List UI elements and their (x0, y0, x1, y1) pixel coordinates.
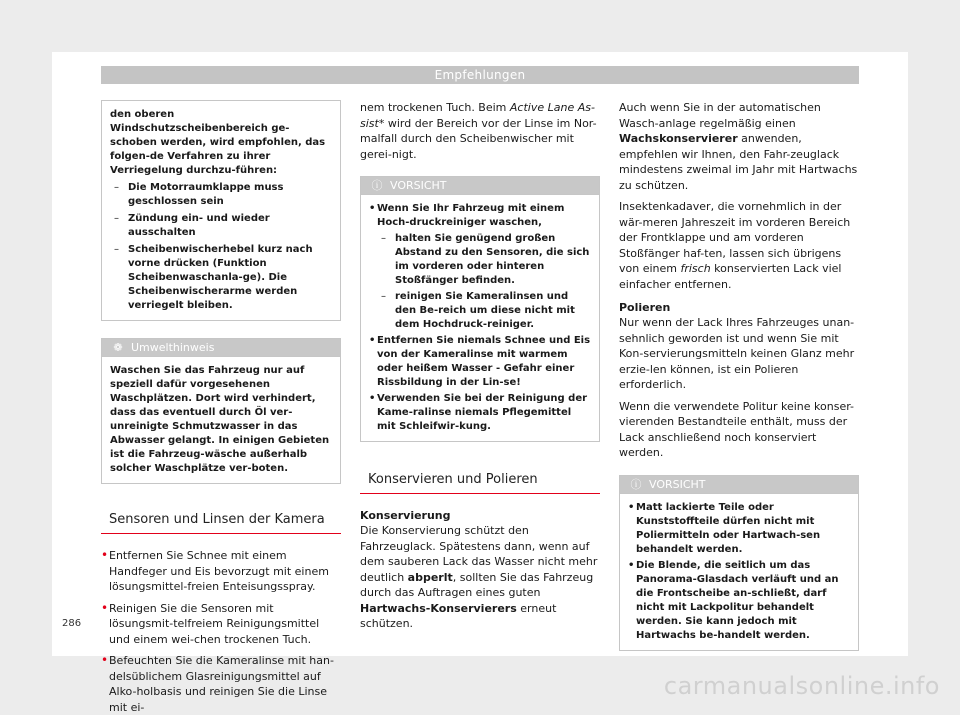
caution-subitem: – halten Sie genügend großen Abstand zu den Sensoren, die sich im vorderen oder hinteren Stoßfänger befinden. (377, 232, 591, 288)
text-run: nem trockenen Tuch. Beim (360, 101, 510, 114)
list-item: • Befeuchten Sie die Kameralinse mit han-delsüblichem Glasreinigungsmittel auf Alko-holbasis und reinigen Sie die Linse mit ei- (101, 653, 341, 715)
text-run: Die Konservierung schützt den Fahrzeuglack. Spätestens dann, wenn auf dem sauberen Lack das Wasser nicht mehr deutlich (360, 524, 598, 584)
text-run: anwenden, empfehlen wir Ihnen, den Fahr-zeuglack mindestens zweimal im Jahr mit Hartwachs zu schützen. (619, 132, 858, 192)
text-run: wird der Bereich vor der Linse im Nor-malfall durch den Scheibenwischer mit gerei-nigt. (360, 116, 597, 161)
environment-note-box (101, 338, 341, 484)
caution-item: • Verwenden Sie bei der Reinigung der Kame-ralinse niemals Pflegemittel mit Schleifwir-kung. (369, 392, 591, 434)
column-left (101, 100, 341, 715)
text-run-bold: Hartwachs-Konservierers (360, 601, 517, 615)
list-item: • Reinigen Sie die Sensoren mit lösungsmit-telfreiem Reinigungsmittel und einem wei-chen trockenen Tuch. (101, 601, 341, 648)
caution-item: • Die Blende, die seitlich um das Panorama-Glasdach verläuft und an die Frontscheibe an-schließt, darf nicht mit Lackpolitur behandelt werden. Sie kann jedoch mit Hartwachs be-handelt werden. (628, 559, 850, 643)
note-item: – Scheibenwischerhebel kurz nach vorne drücken (Funktion Scheibenwaschanla-ge). Die Scheibenwischerarme werden verriegelt bleiben. (110, 243, 332, 313)
text-run-italic: Active Lane As-sist* (360, 101, 595, 130)
column-right (619, 100, 859, 651)
text-run-bold: Wachskonservierer (619, 132, 738, 145)
watermark: carmanualsonline.info (663, 672, 940, 700)
caution-header (620, 476, 858, 494)
list-item: • Entfernen Sie Schnee mit einem Handfeger und Eis bevorzugt mit einem lösungsmittel-freien Enteisungsspray. (101, 548, 341, 595)
environment-note-title: Umwelthinweis (131, 341, 215, 354)
paragraph: Wenn die verwendete Politur keine konser-vierenden Bestandteile enthält, muss der Lack anschließend noch konserviert werden. (619, 399, 854, 459)
environment-note-header (102, 339, 340, 357)
page-header: Empfehlungen (101, 66, 859, 84)
caution-subitem: – reinigen Sie Kameralinsen und den Be-reich um diese nicht mit dem Hochdruck-reiniger. (377, 290, 591, 332)
warning-icon: ⓘ (371, 179, 383, 192)
text-run-italic: frisch (680, 262, 711, 275)
note-intro: den oberen Windschutzscheibenbereich ge-schoben werden, wird empfohlen, das folgen-de Verfahren zu ihrer Verriegelung durchzu-führen: (110, 109, 326, 176)
caution-box (619, 475, 859, 651)
section-title-preserving: Konservieren und Polieren (360, 472, 600, 494)
warning-icon: ⓘ (630, 477, 642, 491)
subheading: Konservierung (360, 509, 451, 522)
continued-note-box (101, 100, 341, 321)
paragraph (360, 523, 600, 632)
subheading: Polieren (619, 301, 671, 314)
caution-item: • Matt lackierte Teile oder Kunststoffteile dürfen nicht mit Poliermitteln oder Hartwach-sen behandelt werden. (628, 501, 850, 557)
page-number: 286 (62, 618, 82, 629)
environment-note-text: Waschen Sie das Fahrzeug nur auf speziell dafür vorgesehenen Waschplätzen. Dort wird verhindert, dass das eventuell durch Öl ver-unreinigte Schmutzwasser in das Abwasser gelangt. In einigen Gebieten ist die Fahrzeug-wäsche außerhalb solcher Waschplätze ver-boten. (110, 365, 330, 474)
text-run-bold: abperlt (407, 570, 453, 584)
caution-header (361, 177, 599, 195)
column-middle (360, 100, 600, 632)
paragraph: Nur wenn der Lack Ihres Fahrzeuges unan-sehnlich geworden ist und wenn Sie mit Kon-servierungsmitteln keinen Glanz mehr erzie-len können, ist ein Polieren erforderlich. (619, 316, 855, 391)
text-run: konservierten Lack viel einfacher entfernen. (619, 262, 842, 291)
paragraph (619, 199, 859, 292)
paragraph (619, 100, 859, 193)
caution-title: VORSICHT (649, 477, 706, 491)
caution-item: • Wenn Sie Ihr Fahrzeug mit einem Hoch-druckreiniger waschen, (369, 202, 591, 230)
caution-title: VORSICHT (390, 179, 447, 192)
note-item: – Die Motorraumklappe muss geschlossen sein (110, 181, 332, 209)
text-run: Auch wenn Sie in der automatischen Wasch-anlage regelmäßig einen (619, 101, 821, 130)
text-run: , sollten Sie das Fahrzeug durch das Auftragen eines guten (360, 570, 594, 599)
text-run: Insektenkadaver, die vornehmlich in der wär-meren Jahreszeit im vorderen Bereich der Frontklappe und am vorderen Stoßfänger haf-ten, lassen sich übrigens von einem (619, 200, 851, 275)
caution-box (360, 176, 600, 442)
note-item: – Zündung ein- und wieder ausschalten (110, 212, 332, 240)
environment-icon: ❁ (113, 341, 123, 354)
text-run: erneut schützen. (360, 601, 557, 630)
caution-item: • Entfernen Sie niemals Schnee und Eis von der Kameralinse mit warmem oder heißem Wasser - Gefahr einer Rissbildung in der Lin-se! (369, 334, 591, 390)
continued-paragraph (360, 100, 600, 162)
section-title-sensors: Sensoren und Linsen der Kamera (101, 512, 341, 534)
